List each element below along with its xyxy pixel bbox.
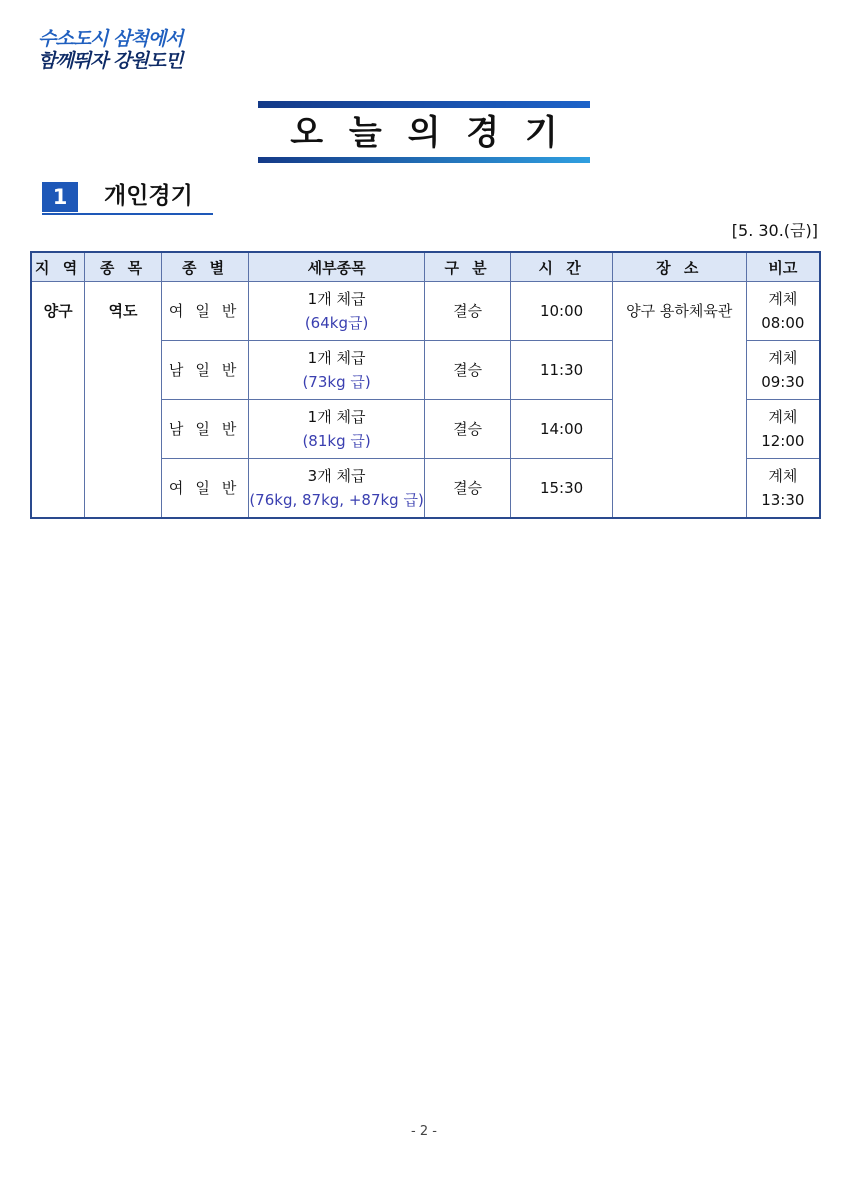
title-top-bar bbox=[258, 101, 590, 108]
header-class: 종 별 bbox=[161, 252, 249, 282]
header-region: 지 역 bbox=[31, 252, 85, 282]
section-underline bbox=[42, 213, 213, 215]
table-row bbox=[31, 282, 820, 341]
header-detail: 세부종목 bbox=[249, 252, 425, 282]
header-time: 시 간 bbox=[511, 252, 613, 282]
type-cell: 결승 bbox=[424, 459, 510, 519]
logo-line-2: 함께뛰자 강원도민 bbox=[38, 50, 183, 72]
time-cell: 10:00 bbox=[511, 282, 613, 341]
logo-line-1: 수소도시 삼척에서 bbox=[38, 28, 183, 50]
detail-weight: (76kg, 87kg, +87kg 급) bbox=[249, 491, 424, 509]
note-time: 09:30 bbox=[761, 373, 805, 391]
note-label: 계체 bbox=[768, 408, 798, 426]
type-cell: 결승 bbox=[424, 282, 510, 341]
detail-count: 1개 체급 bbox=[307, 290, 366, 308]
detail-cell bbox=[249, 459, 425, 519]
time-cell: 11:30 bbox=[511, 341, 613, 400]
header-type: 구 분 bbox=[424, 252, 510, 282]
class-cell: 여일반 bbox=[161, 459, 249, 519]
class-cell: 남일반 bbox=[161, 341, 249, 400]
detail-weight: (73kg 급) bbox=[302, 373, 371, 391]
class-cell: 여일반 bbox=[161, 282, 249, 341]
region-cell: 양구 bbox=[31, 282, 85, 519]
page-title-box bbox=[258, 101, 590, 163]
note-cell bbox=[746, 341, 820, 400]
schedule-date: [5. 30.(금)] bbox=[731, 221, 818, 240]
note-time: 08:00 bbox=[761, 314, 805, 332]
detail-weight: (81kg 급) bbox=[302, 432, 371, 450]
detail-count: 3개 체급 bbox=[307, 467, 366, 485]
note-cell bbox=[746, 400, 820, 459]
event-logo bbox=[38, 28, 182, 72]
note-label: 계체 bbox=[768, 349, 798, 367]
time-cell: 15:30 bbox=[511, 459, 613, 519]
time-cell: 14:00 bbox=[511, 400, 613, 459]
detail-cell bbox=[249, 400, 425, 459]
detail-weight: (64kg급) bbox=[304, 314, 369, 332]
page-title: 오 늘 의 경 기 bbox=[290, 113, 558, 153]
note-label: 계체 bbox=[768, 290, 798, 308]
page-number: - 2 - bbox=[411, 1124, 437, 1139]
detail-cell bbox=[249, 341, 425, 400]
detail-cell bbox=[249, 282, 425, 341]
note-label: 계체 bbox=[768, 467, 798, 485]
section-number: 1 bbox=[42, 182, 78, 212]
note-cell bbox=[746, 282, 820, 341]
table-header-row bbox=[31, 252, 820, 282]
note-cell bbox=[746, 459, 820, 519]
detail-count: 1개 체급 bbox=[307, 349, 366, 367]
sport-cell: 역도 bbox=[85, 282, 162, 519]
note-time: 13:30 bbox=[761, 491, 805, 509]
header-venue: 장 소 bbox=[612, 252, 746, 282]
detail-count: 1개 체급 bbox=[307, 408, 366, 426]
title-bottom-bar bbox=[258, 157, 590, 163]
header-sport: 종 목 bbox=[85, 252, 162, 282]
header-note: 비고 bbox=[746, 252, 820, 282]
section-label: 개인경기 bbox=[104, 183, 193, 209]
class-cell: 남일반 bbox=[161, 400, 249, 459]
schedule-table bbox=[30, 251, 821, 519]
venue-cell: 양구 용하체육관 bbox=[612, 282, 746, 519]
note-time: 12:00 bbox=[761, 432, 805, 450]
type-cell: 결승 bbox=[424, 341, 510, 400]
type-cell: 결승 bbox=[424, 400, 510, 459]
